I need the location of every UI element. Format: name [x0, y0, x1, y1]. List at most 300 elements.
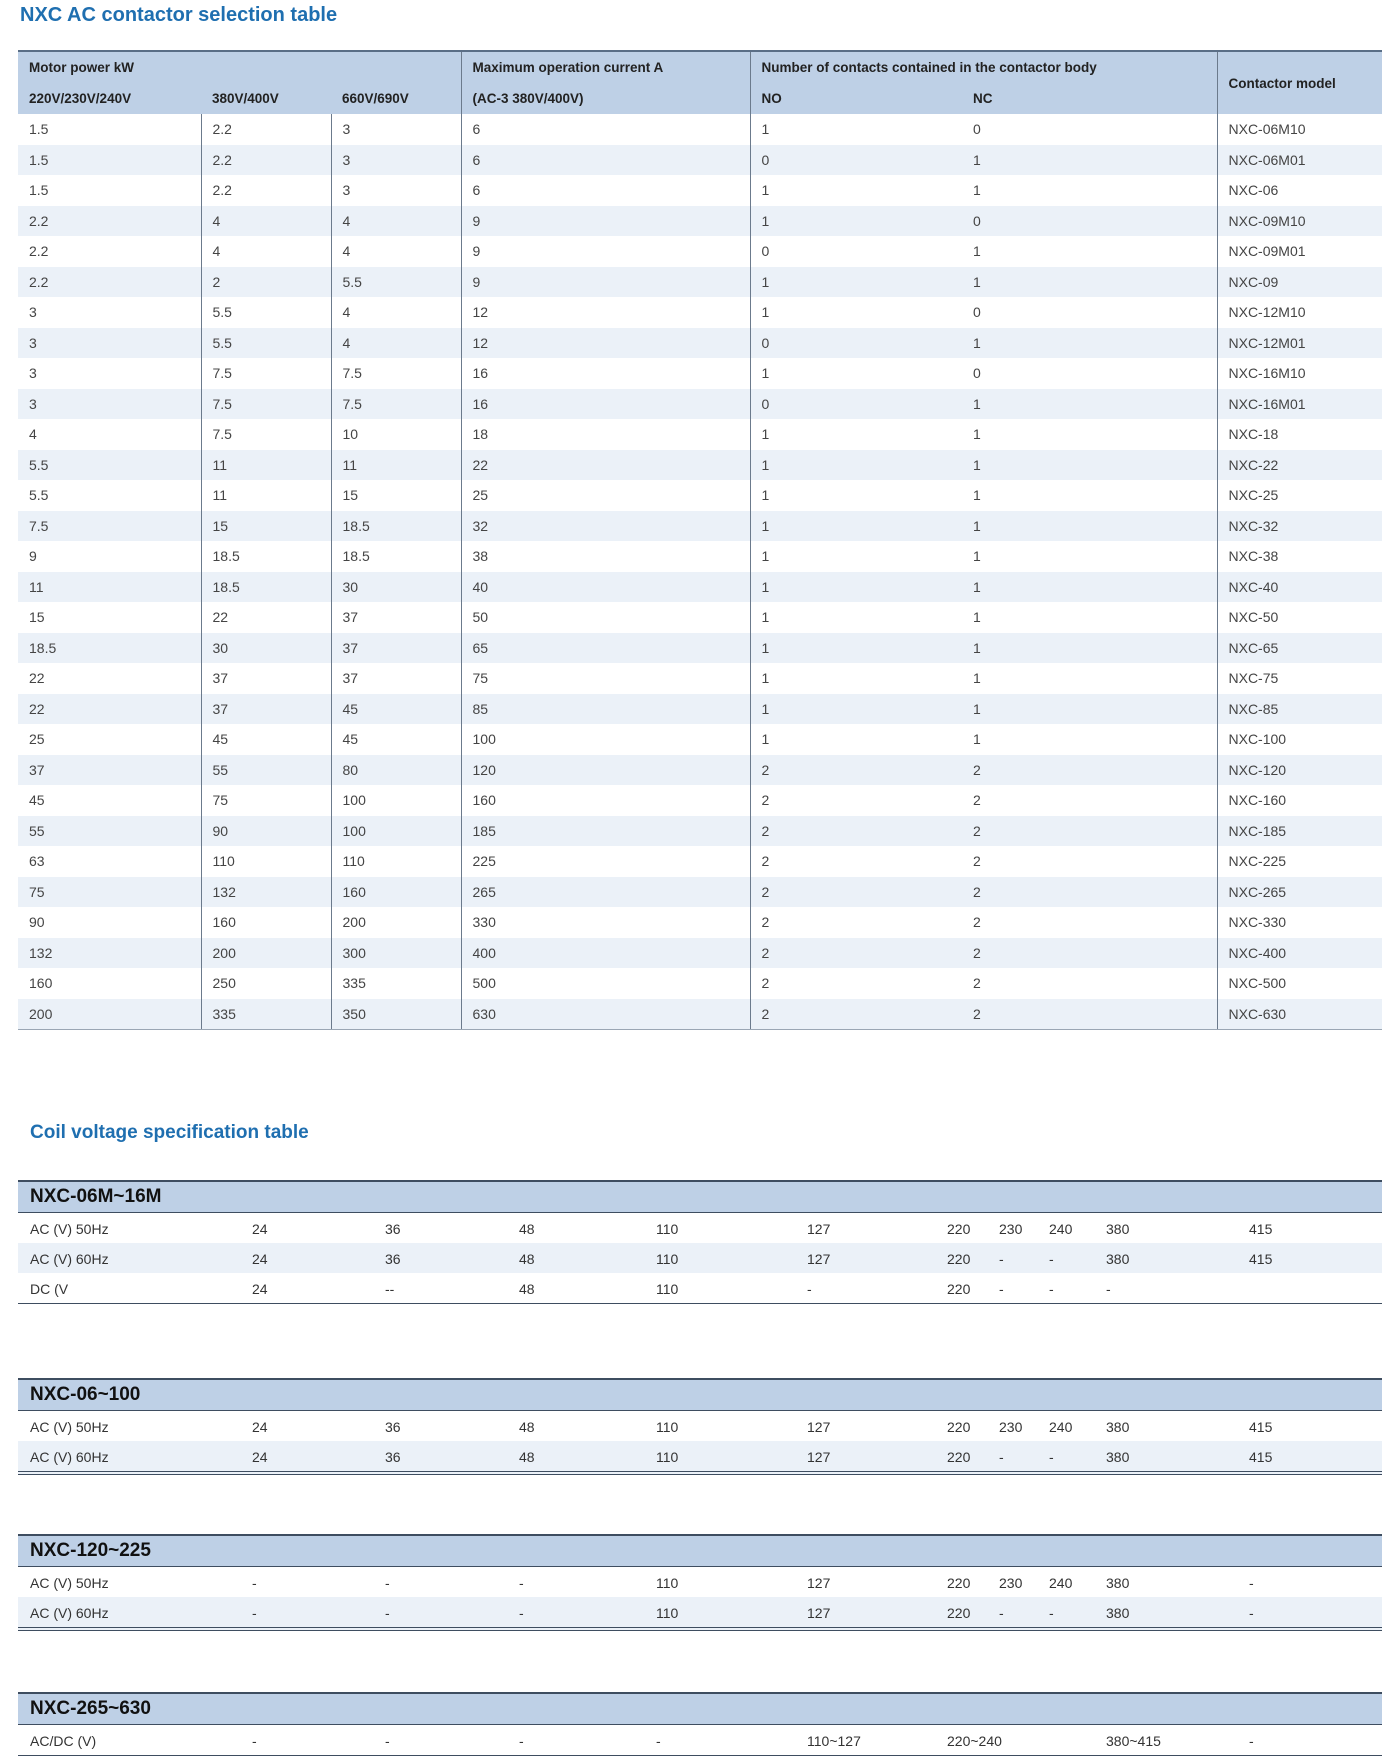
coil-voltage-value: - — [519, 1575, 524, 1591]
coil-voltage-value: 36 — [385, 1251, 401, 1267]
cell-contacts-no: 2 — [750, 785, 962, 816]
coil-voltage-value: - — [1049, 1449, 1054, 1465]
coil-voltage-value: - — [385, 1605, 390, 1621]
cell-power-660v: 45 — [331, 694, 461, 725]
table-row — [18, 999, 1382, 1030]
table-row — [18, 145, 1382, 176]
cell-power-380v: 45 — [201, 724, 331, 755]
cell-contacts-nc: 1 — [973, 548, 981, 565]
cell-power-220v: 2.2 — [18, 267, 201, 298]
cell-max-current: 12 — [461, 297, 750, 328]
cell-max-current: 65 — [461, 633, 750, 664]
cell-power-660v: 4 — [331, 328, 461, 359]
cell-contacts-no: 2 — [750, 877, 962, 908]
cell-contactor-model: NXC-630 — [1217, 999, 1382, 1030]
cell-power-220v: 90 — [29, 914, 45, 931]
cell-power-380v: 37 — [201, 663, 331, 694]
coil-row-label: AC (V) 50Hz — [30, 1419, 109, 1435]
cell-power-380v: 37 — [201, 694, 331, 725]
cell-power-380v: 4 — [201, 236, 331, 267]
coil-voltage-value: 220 — [947, 1251, 971, 1267]
coil-voltage-value: 240 — [1049, 1419, 1073, 1435]
cell-power-660v: 335 — [331, 968, 461, 999]
table-row — [18, 175, 1382, 206]
cell-contacts-no: 2 — [750, 938, 962, 969]
cell-power-660v: 3 — [331, 114, 461, 145]
coil-voltage-value: 380 — [1106, 1449, 1130, 1465]
table-row — [18, 267, 1382, 298]
cell-max-current: 9 — [461, 267, 750, 298]
coil-voltage-value: - — [999, 1281, 1004, 1297]
coil-block — [18, 1692, 1382, 1756]
coil-row — [18, 1597, 1382, 1631]
cell-power-220v: 5.5 — [29, 487, 49, 504]
cell-contacts-no: 1 — [750, 297, 962, 328]
header-380v: 380V/400V — [201, 83, 331, 114]
cell-power-380v: 200 — [201, 938, 331, 969]
coil-voltage-value: 24 — [252, 1449, 268, 1465]
cell-max-current: 6 — [461, 114, 750, 145]
coil-row — [18, 1411, 1382, 1441]
cell-contacts-no: 1 — [750, 175, 962, 206]
coil-voltage-value: 48 — [519, 1449, 535, 1465]
table-row — [18, 450, 1382, 481]
cell-contactor-model: NXC-06 — [1217, 175, 1382, 206]
table-row — [18, 358, 1382, 389]
cell-contactor-model: NXC-75 — [1217, 663, 1382, 694]
coil-voltage-value: 415 — [1249, 1419, 1273, 1435]
cell-power-220v: 45 — [29, 792, 45, 809]
cell-contactor-model: NXC-100 — [1217, 724, 1382, 755]
cell-power-660v: 45 — [331, 724, 461, 755]
cell-max-current: 50 — [461, 602, 750, 633]
cell-power-220v: 15 — [29, 609, 45, 626]
table-row — [18, 419, 1382, 450]
cell-contacts-no: 1 — [750, 114, 962, 145]
coil-row — [18, 1213, 1382, 1243]
cell-contactor-model: NXC-65 — [1217, 633, 1382, 664]
coil-voltage-value: 220 — [947, 1575, 971, 1591]
coil-voltage-value: - — [1106, 1281, 1111, 1297]
cell-contacts-no: 1 — [750, 511, 962, 542]
coil-voltage-value: 24 — [252, 1281, 268, 1297]
cell-power-660v: 7.5 — [331, 358, 461, 389]
cell-power-220v: 63 — [29, 853, 45, 870]
cell-power-380v: 30 — [201, 633, 331, 664]
cell-power-380v: 335 — [201, 999, 331, 1030]
cell-power-660v: 4 — [331, 297, 461, 328]
cell-power-380v: 55 — [201, 755, 331, 786]
coil-voltage-value: 380 — [1106, 1575, 1130, 1591]
cell-max-current: 400 — [461, 938, 750, 969]
cell-contacts-no: 2 — [750, 968, 962, 999]
coil-voltage-value: 380 — [1106, 1419, 1130, 1435]
cell-power-660v: 10 — [331, 419, 461, 450]
cell-power-660v: 37 — [331, 602, 461, 633]
cell-power-660v: 3 — [331, 145, 461, 176]
header-660v: 660V/690V — [331, 83, 461, 114]
coil-block — [18, 1378, 1382, 1475]
cell-contacts-no: 0 — [750, 389, 962, 420]
cell-power-220v: 3 — [29, 304, 37, 321]
cell-contacts-no: 1 — [750, 480, 962, 511]
coil-voltage-value: 110 — [656, 1449, 679, 1465]
cell-power-220v: 4 — [29, 426, 37, 443]
coil-voltage-value: 24 — [252, 1221, 268, 1237]
cell-power-380v: 132 — [201, 877, 331, 908]
cell-contacts-nc: 0 — [973, 304, 981, 321]
cell-power-380v: 5.5 — [201, 328, 331, 359]
coil-voltage-value: - — [1049, 1605, 1054, 1621]
cell-contactor-model: NXC-22 — [1217, 450, 1382, 481]
table-row — [18, 602, 1382, 633]
cell-power-380v: 11 — [201, 480, 331, 511]
cell-contactor-model: NXC-32 — [1217, 511, 1382, 542]
cell-contacts-nc: 1 — [962, 572, 1217, 603]
cell-power-220v: 200 — [18, 999, 201, 1030]
cell-power-380v: 5.5 — [201, 297, 331, 328]
table-row — [18, 938, 1382, 969]
coil-voltage-value: 48 — [519, 1419, 535, 1435]
coil-voltage-value: - — [1049, 1251, 1054, 1267]
cell-power-380v: 11 — [201, 450, 331, 481]
cell-contactor-model: NXC-185 — [1217, 816, 1382, 847]
cell-contactor-model: NXC-160 — [1217, 785, 1382, 816]
cell-power-220v: 22 — [29, 670, 45, 687]
cell-power-660v: 15 — [331, 480, 461, 511]
cell-contacts-nc: 1 — [962, 145, 1217, 176]
coil-voltage-value: 380 — [1106, 1251, 1130, 1267]
header-ac3: (AC-3 380V/400V) — [461, 83, 750, 114]
table-row — [18, 846, 1382, 877]
cell-contacts-no: 2 — [750, 907, 962, 938]
cell-power-380v: 90 — [201, 816, 331, 847]
cell-max-current: 9 — [461, 206, 750, 237]
cell-contacts-nc: 2 — [962, 816, 1217, 847]
header-contacts: Number of contacts contained in the contactor body — [750, 51, 1217, 83]
table-row — [18, 541, 1382, 572]
header-no: NO — [750, 83, 962, 114]
cell-contacts-no: 2 — [750, 816, 962, 847]
coil-voltage-value: - — [656, 1733, 661, 1749]
cell-contacts-nc: 2 — [973, 914, 981, 931]
cell-power-220v: 25 — [29, 731, 45, 748]
cell-contacts-nc: 1 — [962, 267, 1217, 298]
cell-contacts-nc: 0 — [973, 365, 981, 382]
cell-max-current: 500 — [461, 968, 750, 999]
coil-row-label: AC (V) 60Hz — [30, 1449, 109, 1465]
cell-contacts-nc: 1 — [973, 426, 981, 443]
cell-contacts-no: 0 — [750, 236, 962, 267]
cell-contactor-model: NXC-500 — [1217, 968, 1382, 999]
cell-max-current: 6 — [461, 145, 750, 176]
cell-max-current: 38 — [461, 541, 750, 572]
table-row — [18, 968, 1382, 999]
header-220v: 220V/230V/240V — [18, 83, 201, 114]
header-max-current: Maximum operation current A — [461, 51, 750, 83]
cell-contactor-model: NXC-85 — [1217, 694, 1382, 725]
coil-voltage-value: 380~415 — [1106, 1733, 1161, 1749]
cell-contactor-model: NXC-12M10 — [1217, 297, 1382, 328]
selection-table-body — [18, 114, 1382, 1030]
cell-power-220v: 7.5 — [18, 511, 201, 542]
cell-power-660v: 11 — [331, 450, 461, 481]
cell-max-current: 25 — [461, 480, 750, 511]
coil-voltage-value: 230 — [999, 1221, 1023, 1237]
coil-voltage-value: - — [519, 1605, 524, 1621]
coil-voltage-value: - — [1249, 1733, 1254, 1749]
cell-power-660v: 300 — [331, 938, 461, 969]
cell-contactor-model: NXC-225 — [1217, 846, 1382, 877]
table-row — [18, 206, 1382, 237]
coil-voltage-value: - — [999, 1449, 1004, 1465]
coil-block — [18, 1180, 1382, 1304]
coil-voltage-value: 127 — [807, 1605, 831, 1621]
cell-contactor-model: NXC-12M01 — [1217, 328, 1382, 359]
cell-contacts-no: 2 — [750, 999, 962, 1030]
coil-voltage-value: 110 — [656, 1251, 679, 1267]
coil-voltage-value: - — [519, 1733, 524, 1749]
coil-voltage-value: 110 — [656, 1575, 679, 1591]
cell-power-660v: 30 — [331, 572, 461, 603]
cell-power-380v: 4 — [201, 206, 331, 237]
table-row — [18, 694, 1382, 725]
cell-power-380v: 110 — [201, 846, 331, 877]
cell-max-current: 85 — [461, 694, 750, 725]
table-row — [18, 114, 1382, 145]
cell-power-220v: 5.5 — [18, 450, 201, 481]
cell-power-660v: 100 — [331, 816, 461, 847]
coil-voltage-value: 36 — [385, 1419, 401, 1435]
coil-voltage-value: 110~127 — [807, 1733, 861, 1749]
coil-block-title: NXC-265~630 — [18, 1692, 1382, 1725]
cell-max-current: 12 — [461, 328, 750, 359]
cell-contactor-model: NXC-400 — [1217, 938, 1382, 969]
coil-voltage-value: 380 — [1106, 1221, 1130, 1237]
cell-power-380v: 2.2 — [201, 145, 331, 176]
cell-contactor-model: NXC-09M01 — [1217, 236, 1382, 267]
coil-voltage-value: 220~240 — [947, 1733, 1002, 1749]
coil-voltage-value: - — [999, 1251, 1004, 1267]
cell-contacts-nc: 1 — [973, 609, 981, 626]
coil-row — [18, 1273, 1382, 1304]
coil-voltage-value: - — [385, 1575, 390, 1591]
coil-voltage-value: - — [252, 1575, 257, 1591]
coil-voltage-value: 110 — [656, 1605, 679, 1621]
cell-contactor-model: NXC-06M10 — [1217, 114, 1382, 145]
coil-voltage-value: 127 — [807, 1251, 831, 1267]
cell-power-660v: 200 — [331, 907, 461, 938]
table-row — [18, 663, 1382, 694]
cell-contacts-no: 1 — [750, 694, 962, 725]
coil-voltage-value: 110 — [656, 1221, 679, 1237]
coil-voltage-value: - — [1049, 1281, 1054, 1297]
cell-contacts-nc: 1 — [973, 243, 981, 260]
cell-power-220v: 3 — [29, 365, 37, 382]
cell-contacts-no: 2 — [750, 755, 962, 786]
table-row — [18, 480, 1382, 511]
cell-contactor-model: NXC-25 — [1217, 480, 1382, 511]
cell-power-220v: 37 — [18, 755, 201, 786]
table-row — [18, 511, 1382, 542]
cell-power-220v: 1.5 — [29, 182, 49, 199]
cell-contacts-nc: 0 — [973, 121, 981, 138]
cell-contacts-no: 1 — [750, 572, 962, 603]
cell-power-380v: 250 — [201, 968, 331, 999]
cell-power-220v: 55 — [18, 816, 201, 847]
cell-contacts-no: 1 — [750, 450, 962, 481]
cell-power-660v: 160 — [331, 877, 461, 908]
cell-contacts-no: 1 — [750, 419, 962, 450]
cell-contacts-no: 1 — [750, 267, 962, 298]
cell-contacts-nc: 2 — [962, 755, 1217, 786]
cell-contacts-nc: 2 — [962, 938, 1217, 969]
coil-row-label: DC (V — [30, 1281, 69, 1297]
selection-table — [18, 50, 1382, 1030]
cell-contacts-no: 2 — [750, 846, 962, 877]
cell-contacts-nc: 2 — [973, 975, 981, 992]
cell-contactor-model: NXC-40 — [1217, 572, 1382, 603]
table-row — [18, 633, 1382, 664]
cell-power-660v: 5.5 — [331, 267, 461, 298]
table-row — [18, 236, 1382, 267]
cell-power-220v: 9 — [29, 548, 37, 565]
cell-power-220v: 11 — [18, 572, 201, 603]
cell-power-220v: 1.5 — [18, 145, 201, 176]
coil-row — [18, 1243, 1382, 1273]
coil-voltage-value: - — [1249, 1605, 1254, 1621]
header-nc: NC — [962, 83, 1217, 114]
table-row — [18, 816, 1382, 847]
cell-contactor-model: NXC-38 — [1217, 541, 1382, 572]
cell-power-380v: 7.5 — [201, 419, 331, 450]
cell-max-current: 32 — [461, 511, 750, 542]
cell-contacts-nc: 1 — [962, 328, 1217, 359]
coil-voltage-value: 127 — [807, 1575, 831, 1591]
cell-contacts-no: 0 — [750, 328, 962, 359]
cell-contacts-nc: 1 — [973, 670, 981, 687]
coil-voltage-value: 415 — [1249, 1251, 1273, 1267]
coil-voltage-value: - — [999, 1605, 1004, 1621]
coil-voltage-value: 220 — [947, 1605, 971, 1621]
coil-voltage-value: 230 — [999, 1419, 1023, 1435]
cell-power-380v: 18.5 — [201, 541, 331, 572]
coil-voltage-value: 127 — [807, 1449, 831, 1465]
cell-power-380v: 18.5 — [201, 572, 331, 603]
cell-max-current: 75 — [461, 663, 750, 694]
cell-max-current: 16 — [461, 358, 750, 389]
table-row — [18, 785, 1382, 816]
cell-contacts-nc: 1 — [973, 182, 981, 199]
coil-voltage-value: 380 — [1106, 1605, 1130, 1621]
coil-voltage-value: 110 — [656, 1419, 679, 1435]
coil-row — [18, 1725, 1382, 1756]
coil-voltage-value: - — [807, 1281, 812, 1297]
header-contactor-model: Contactor model — [1217, 51, 1382, 114]
cell-contacts-no: 1 — [750, 541, 962, 572]
cell-contacts-nc: 1 — [962, 389, 1217, 420]
cell-power-380v: 160 — [201, 907, 331, 938]
cell-contacts-nc: 1 — [962, 511, 1217, 542]
cell-max-current: 160 — [461, 785, 750, 816]
coil-row — [18, 1441, 1382, 1475]
cell-power-660v: 100 — [331, 785, 461, 816]
cell-power-660v: 350 — [331, 999, 461, 1030]
cell-contactor-model: NXC-16M10 — [1217, 358, 1382, 389]
cell-contacts-nc: 1 — [973, 731, 981, 748]
cell-contacts-no: 1 — [750, 633, 962, 664]
cell-contactor-model: NXC-265 — [1217, 877, 1382, 908]
table-row — [18, 877, 1382, 908]
cell-power-220v: 75 — [18, 877, 201, 908]
coil-voltage-value: - — [385, 1733, 390, 1749]
cell-max-current: 330 — [461, 907, 750, 938]
cell-contacts-nc: 1 — [962, 633, 1217, 664]
cell-max-current: 120 — [461, 755, 750, 786]
selection-table-title: NXC AC contactor selection table — [20, 4, 338, 26]
coil-voltage-value: - — [252, 1733, 257, 1749]
cell-max-current: 9 — [461, 236, 750, 267]
cell-contactor-model: NXC-50 — [1217, 602, 1382, 633]
cell-power-660v: 18.5 — [331, 541, 461, 572]
cell-contacts-no: 1 — [750, 724, 962, 755]
cell-power-660v: 7.5 — [331, 389, 461, 420]
cell-power-660v: 4 — [331, 206, 461, 237]
cell-contacts-no: 1 — [750, 206, 962, 237]
cell-power-660v: 37 — [331, 633, 461, 664]
coil-voltage-value: 48 — [519, 1281, 535, 1297]
coil-voltage-value: 415 — [1249, 1221, 1273, 1237]
coil-voltage-value: 110 — [656, 1281, 679, 1297]
cell-contacts-no: 0 — [750, 145, 962, 176]
cell-power-380v: 22 — [201, 602, 331, 633]
table-row — [18, 328, 1382, 359]
coil-block — [18, 1534, 1382, 1631]
coil-row — [18, 1567, 1382, 1597]
cell-contacts-nc: 2 — [962, 999, 1217, 1030]
cell-power-220v: 1.5 — [29, 121, 49, 138]
cell-power-660v: 3 — [331, 175, 461, 206]
cell-power-660v: 37 — [331, 663, 461, 694]
cell-contactor-model: NXC-09M10 — [1217, 206, 1382, 237]
cell-power-220v: 2.2 — [18, 206, 201, 237]
coil-voltage-value: 36 — [385, 1449, 401, 1465]
coil-voltage-value: 127 — [807, 1221, 831, 1237]
cell-max-current: 40 — [461, 572, 750, 603]
cell-power-380v: 2.2 — [201, 175, 331, 206]
coil-block-title: NXC-06M~16M — [18, 1180, 1382, 1213]
cell-contactor-model: NXC-16M01 — [1217, 389, 1382, 420]
cell-contactor-model: NXC-09 — [1217, 267, 1382, 298]
cell-contactor-model: NXC-06M01 — [1217, 145, 1382, 176]
coil-voltage-value: 48 — [519, 1221, 535, 1237]
coil-voltage-value: 48 — [519, 1251, 535, 1267]
table-row — [18, 724, 1382, 755]
cell-power-220v: 18.5 — [18, 633, 201, 664]
coil-voltage-value: 220 — [947, 1221, 971, 1237]
coil-voltage-value: 36 — [385, 1221, 401, 1237]
coil-voltage-value: 24 — [252, 1251, 268, 1267]
coil-block-title: NXC-06~100 — [18, 1378, 1382, 1411]
cell-contacts-no: 1 — [750, 358, 962, 389]
cell-max-current: 185 — [461, 816, 750, 847]
cell-max-current: 16 — [461, 389, 750, 420]
cell-power-380v: 7.5 — [201, 389, 331, 420]
cell-contacts-nc: 1 — [962, 450, 1217, 481]
cell-power-220v: 3 — [18, 328, 201, 359]
cell-power-380v: 7.5 — [201, 358, 331, 389]
coil-voltage-value: 240 — [1049, 1221, 1073, 1237]
